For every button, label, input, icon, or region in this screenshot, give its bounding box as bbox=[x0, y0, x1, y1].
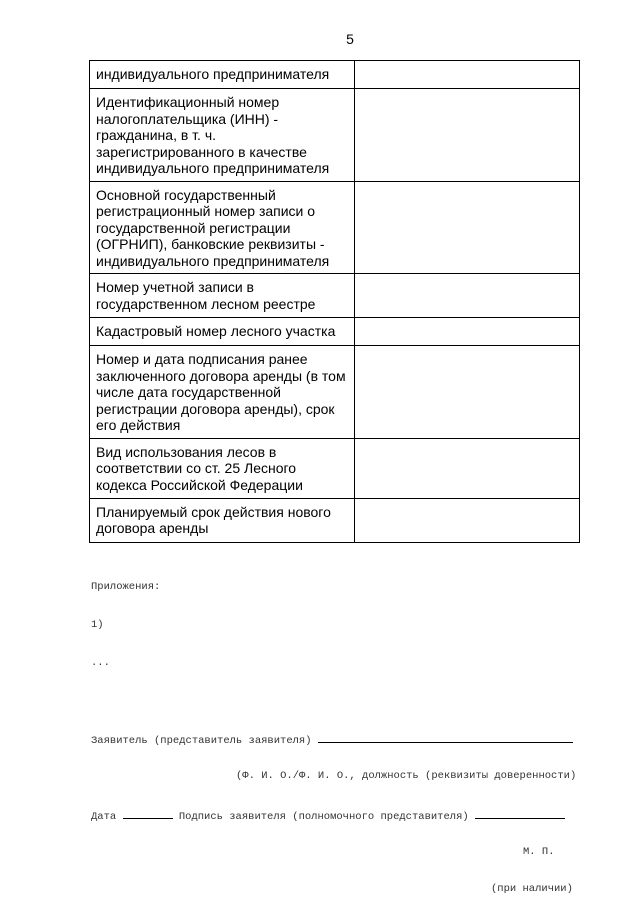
row-label: Номер учетной записи в государственном лесном реестре bbox=[90, 274, 355, 318]
row-value-cell[interactable] bbox=[354, 498, 579, 542]
date-label: Дата bbox=[91, 810, 117, 823]
table-row bbox=[90, 318, 580, 346]
row-label: Вид использования лесов в соответствии со ст. 25 Лесного кодекса Российской Федерации bbox=[90, 438, 355, 498]
row-label: Основной государственный регистрационный номер записи о государственной регистрации (ОГРНИП), банковские реквизиты - индивидуального предпринимателя bbox=[90, 181, 355, 274]
signature-field[interactable] bbox=[475, 808, 565, 819]
application-form-table bbox=[89, 60, 580, 543]
table-row bbox=[90, 181, 580, 274]
signature-label: Подпись заявителя (полномочного представителя) bbox=[178, 810, 469, 823]
applicant-hint: (Ф. И. О./Ф. И. О., должность (реквизиты доверенности) bbox=[236, 770, 577, 783]
form-footer bbox=[91, 556, 576, 909]
applicant-label: Заявитель (представитель заявителя) bbox=[91, 735, 312, 748]
row-label: Номер и дата подписания ранее заключенного договора аренды (в том числе дата государственной регистрации договора аренды), срок его действия bbox=[90, 346, 355, 439]
row-value-cell[interactable] bbox=[354, 181, 579, 274]
table-row bbox=[90, 61, 580, 89]
date-field[interactable] bbox=[123, 808, 173, 819]
row-label: Планируемый срок действия нового договора аренды bbox=[90, 498, 355, 542]
row-value-cell[interactable] bbox=[354, 274, 579, 318]
row-label: Идентификационный номер налогоплательщика (ИНН) - гражданина, в т. ч. зарегистрированного в качестве индивидуального предпринимателя bbox=[90, 89, 355, 182]
table-row bbox=[90, 438, 580, 498]
attachment-more: ... bbox=[91, 656, 110, 669]
row-value-cell[interactable] bbox=[354, 438, 579, 498]
row-label: индивидуального предпринимателя bbox=[90, 61, 355, 89]
seal-label: М. П. bbox=[523, 845, 555, 858]
row-value-cell[interactable] bbox=[354, 346, 579, 439]
seal-hint: (при наличии) bbox=[491, 883, 573, 896]
table-row bbox=[90, 346, 580, 439]
table-row bbox=[90, 89, 580, 182]
row-value-cell[interactable] bbox=[354, 61, 579, 89]
row-value-cell[interactable] bbox=[354, 318, 579, 346]
table-row bbox=[90, 498, 580, 542]
page-number: 5 bbox=[346, 31, 354, 47]
attachment-item: 1) bbox=[91, 618, 104, 631]
row-label: Кадастровый номер лесного участка bbox=[90, 318, 355, 346]
applicant-name-field[interactable] bbox=[318, 732, 573, 743]
attachments-label: Приложения: bbox=[91, 581, 161, 594]
table-row bbox=[90, 274, 580, 318]
row-value-cell[interactable] bbox=[354, 89, 579, 182]
